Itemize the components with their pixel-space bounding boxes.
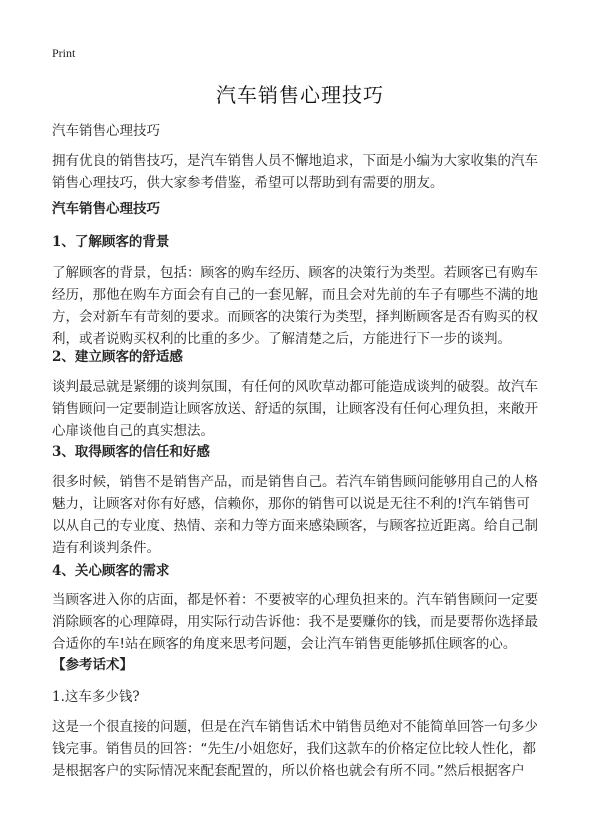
section-1-paragraph: 了解顾客的背景，包括：顾客的购车经历、顾客的决策行为类型。若顾客已有购车 经历，那他在购车方面会有自己的一套见解，而且会对先前的车子有哪些不满的地 方，会对新车有苛刻的要求。而顾客的决策行为类型，择判断顾客是否有购买的权 利，或者说购买权利的比重的多少。了解清楚之后，方能进行下一步的谈判。: [52, 265, 538, 347]
subtitle: 汽车销售心理技巧: [52, 123, 160, 139]
question-1-answer: 这是一个很直接的问题，但是在汽车销售话术中销售员绝对不能简单回答一句多少 钱完事。销售员的回答：“先生/小姐您好，我们这款车的价格定位比较人性化，都 是根据客户的实际情况来配套配置的，所以价格也就会有所不同。”然后根据客户: [52, 719, 538, 779]
section-4-heading: 4、关心顾客的需求: [52, 563, 170, 579]
intro-paragraph: 拥有优良的销售技巧，是汽车销售人员不懈地追求，下面是小编为大家收集的汽车 销售心理技巧，供大家参考借鉴，希望可以帮助到有需要的朋友。: [52, 153, 538, 191]
section-2-heading: 2、建立顾客的舒适感: [52, 349, 183, 365]
print-link[interactable]: Print: [52, 46, 76, 60]
section-3-heading: 3、取得顾客的信任和好感: [52, 444, 210, 460]
section-title: 汽车销售心理技巧: [52, 201, 160, 217]
page-title: 汽车销售心理技巧: [216, 83, 384, 107]
section-1-heading: 1、了解顾客的背景: [52, 234, 170, 250]
question-1: 1.这车多少钱?: [52, 689, 140, 705]
reference-heading: 【参考话术】: [52, 657, 133, 673]
section-4-paragraph: 当顾客进入你的店面，都是怀着：不要被宰的心理负担来的。汽车销售顾问一定要 消除顾客的心理障碍，用实际行动告诉他：我不是要赚你的钱，而是要帮你选择最 合适你的车!站在顾客的角度来思考问题，会让汽车销售更能够抓住顾客的心。: [52, 592, 538, 652]
section-2-paragraph: 谈判最忌就是紧绷的谈判氛围，有任何的风吹草动都可能造成谈判的破裂。故汽车 销售顾问一定要制造让顾客放送、舒适的氛围，让顾客没有任何心理负担，来敞开 心扉谈他自己的真实想法。: [52, 379, 538, 439]
section-3-paragraph: 很多时候，销售不是销售产品，而是销售自己。若汽车销售顾问能够用自己的人格 魅力，让顾客对你有好感，信赖你，那你的销售可以说是无往不利的!汽车销售可 以从自己的专业度、热情、亲和力等方面来感染顾客，与顾客拉近距离。给自己制 造有利谈判条件。: [52, 474, 538, 556]
